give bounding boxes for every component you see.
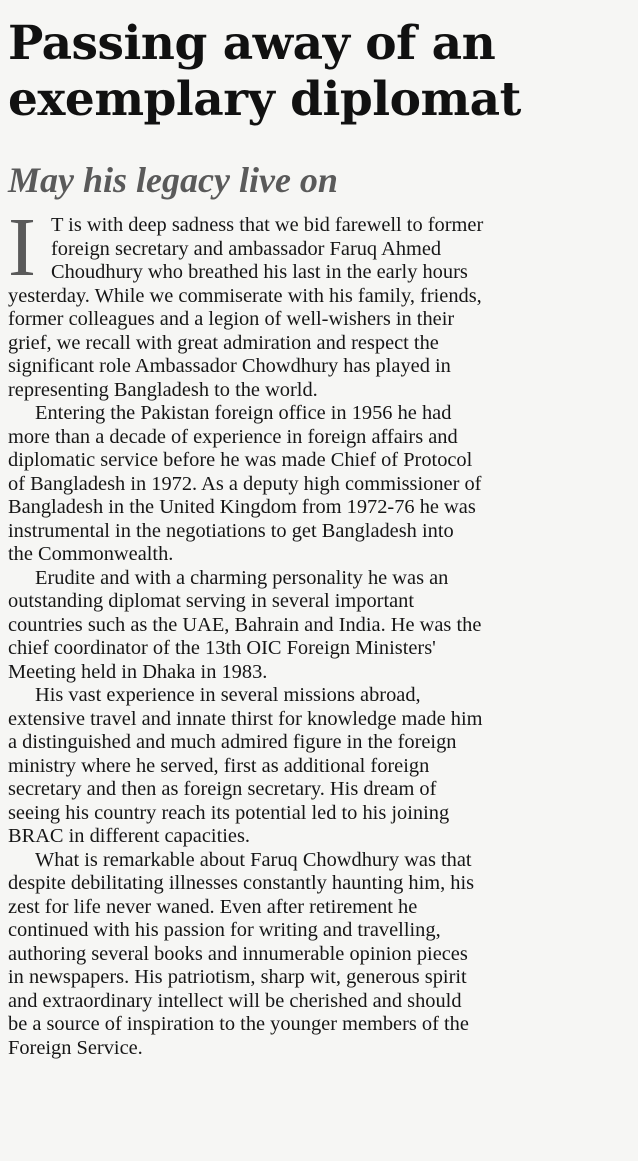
text-line: countries such as the UAE, Bahrain and India. He was the xyxy=(8,613,482,636)
text-line: former colleagues and a legion of well-wishers in their xyxy=(8,308,455,330)
paragraph-3 xyxy=(8,567,626,685)
text-line: BRAC in different capacities. xyxy=(8,825,250,847)
text-line: zest for life never waned. Even after retirement he xyxy=(8,895,418,918)
text-line: instrumental in the negotiations to get Bangladesh into xyxy=(8,519,454,542)
text-line: T is with deep sadness that we bid farewell to former xyxy=(51,214,484,236)
paragraph-1 xyxy=(8,201,626,402)
paragraph-2 xyxy=(8,402,626,567)
text-line: diplomatic service before he was made Chief of Protocol xyxy=(8,449,473,471)
text-line: Foreign Service. xyxy=(8,1036,143,1059)
text-line: Entering the Pakistan foreign office in 1956 he had xyxy=(35,402,452,424)
text-line: outstanding diplomat serving in several important xyxy=(8,590,415,612)
text-line: significant role Ambassador Chowdhury has played in xyxy=(8,355,451,377)
text-line: secretary and then as foreign secretary. His dream of xyxy=(8,778,437,800)
text-line: be a source of inspiration to the younger members of the xyxy=(8,1013,469,1035)
headline xyxy=(8,16,633,128)
headline-line: Passing away of an xyxy=(8,16,496,71)
text-line: Choudhury who breathed his last in the early hours xyxy=(51,261,468,283)
text-line: grief, we recall with great admiration and respect the xyxy=(8,331,439,354)
paragraph-5 xyxy=(8,849,626,1061)
text-line: more than a decade of experience in foreign affairs and xyxy=(8,425,458,448)
text-line: Bangladesh in the United Kingdom from 1972-76 he was xyxy=(8,496,476,518)
subheadline: May his legacy live on xyxy=(8,160,338,200)
text-line: What is remarkable about Faruq Chowdhury was that xyxy=(35,848,472,871)
text-line: chief coordinator of the 13th OIC Foreign Ministers' xyxy=(8,637,436,659)
text-line: extensive travel and innate thirst for knowledge made him xyxy=(8,707,483,730)
text-line: and extraordinary intellect will be cherished and should xyxy=(8,989,462,1012)
paragraph-4 xyxy=(8,684,626,849)
headline-line: exemplary diplomat xyxy=(8,72,521,127)
text-line: of Bangladesh in 1972. As a deputy high commissioner of xyxy=(8,472,482,495)
text-line: His vast experience in several missions abroad, xyxy=(35,684,421,706)
text-line: continued with his passion for writing and travelling, xyxy=(8,919,441,941)
text-line: the Commonwealth. xyxy=(8,543,174,565)
text-line: despite debilitating illnesses constantly haunting him, his xyxy=(8,872,475,894)
text-line: representing Bangladesh to the world. xyxy=(8,378,318,401)
text-line: ministry where he served, first as additional foreign xyxy=(8,754,430,777)
text-line: foreign secretary and ambassador Faruq Ahmed xyxy=(51,237,442,260)
text-line: Erudite and with a charming personality he was an xyxy=(35,566,449,589)
text-line: Meeting held in Dhaka in 1983. xyxy=(8,660,268,683)
text-line: yesterday. While we commiserate with his family, friends, xyxy=(8,284,482,307)
article-body xyxy=(8,201,626,1060)
text-line: seeing his country reach its potential led to his joining xyxy=(8,801,450,824)
text-line: authoring several books and innumerable opinion pieces xyxy=(8,942,468,965)
text-line: a distinguished and much admired figure in the foreign xyxy=(8,731,457,753)
drop-cap: I xyxy=(8,201,36,294)
text-line: in newspapers. His patriotism, sharp wit, generous spirit xyxy=(8,966,467,988)
